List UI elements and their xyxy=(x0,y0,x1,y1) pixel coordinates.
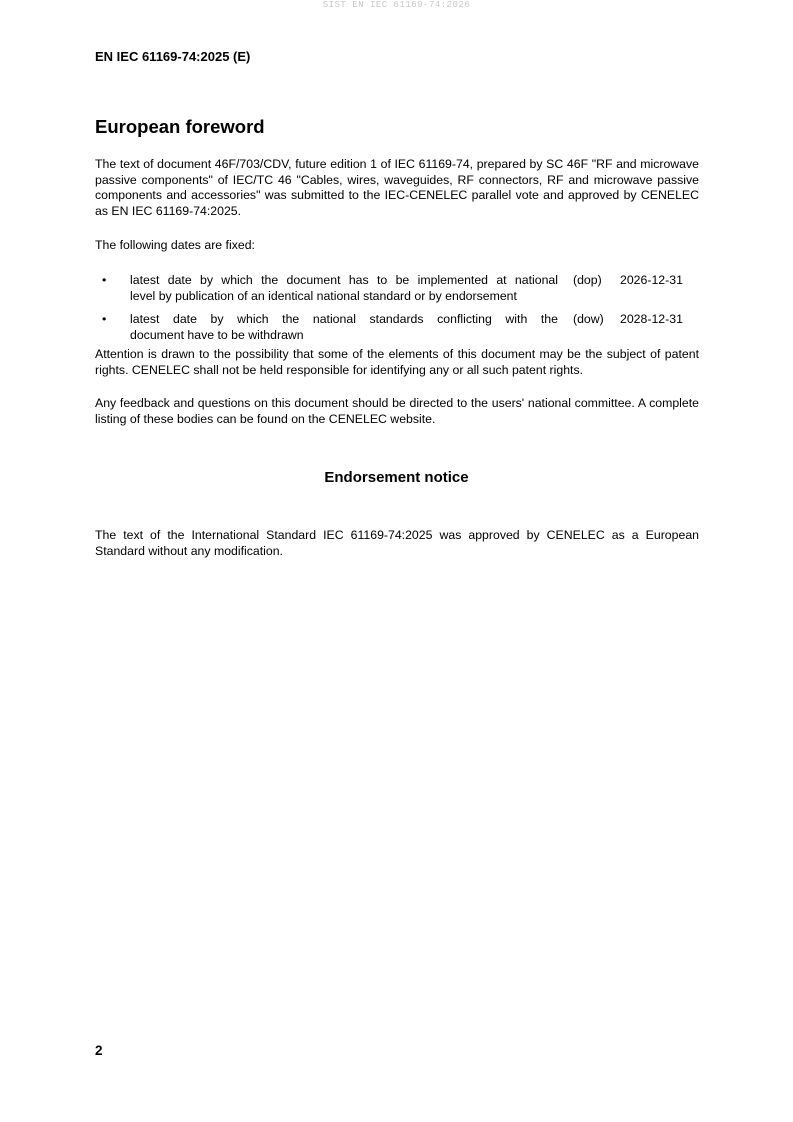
date-description-line-2: document have to be withdrawn xyxy=(130,327,304,342)
document-identifier: EN IEC 61169-74:2025 (E) xyxy=(95,49,251,64)
watermark: SIST EN IEC 61169-74:2026 xyxy=(322,0,471,10)
foreword-paragraph-4: Any feedback and questions on this document should be directed to the users' national committee. A complete listing of these bodies can be found on the CENELEC website. xyxy=(95,396,699,426)
date-description xyxy=(130,312,558,343)
date-description-line-1: latest date by which the national standards conflicting with the xyxy=(130,312,558,326)
date-code: (dow) xyxy=(573,312,604,326)
foreword-paragraph-3: Attention is drawn to the possibility that some of the elements of this document may be the subject of patent rights. CENELEC shall not be held responsible for identifying any or all such patent rights. xyxy=(95,347,699,377)
page-number: 2 xyxy=(95,1043,103,1058)
date-value: 2026-12-31 xyxy=(620,273,683,287)
date-description-line-2: level by publication of an identical national standard or by endorsement xyxy=(130,288,517,303)
endorsement-title: Endorsement notice xyxy=(324,469,469,486)
date-value: 2028-12-31 xyxy=(620,312,683,326)
foreword-paragraph-1: The text of document 46F/703/CDV, future edition 1 of IEC 61169-74, prepared by SC 46F "RF and microwave passive components" of IEC/TC 46 "Cables, wires, waveguides, RF connectors, RF and microwave passive components and accessories" was submitted to the IEC-CENELEC parallel vote and approved by CENELEC as EN IEC 61169-74:2025. xyxy=(95,157,699,218)
date-description xyxy=(130,273,558,304)
foreword-paragraph-2: The following dates are fixed: xyxy=(95,238,255,252)
bullet: • xyxy=(102,312,107,326)
date-code: (dop) xyxy=(573,273,602,287)
endorsement-paragraph: The text of the International Standard IEC 61169-74:2025 was approved by CENELEC as a European Standard without any modification. xyxy=(95,528,699,558)
date-description-line-1: latest date by which the document has to be implemented at national xyxy=(130,273,558,287)
bullet: • xyxy=(102,273,107,287)
foreword-title: European foreword xyxy=(95,116,265,137)
